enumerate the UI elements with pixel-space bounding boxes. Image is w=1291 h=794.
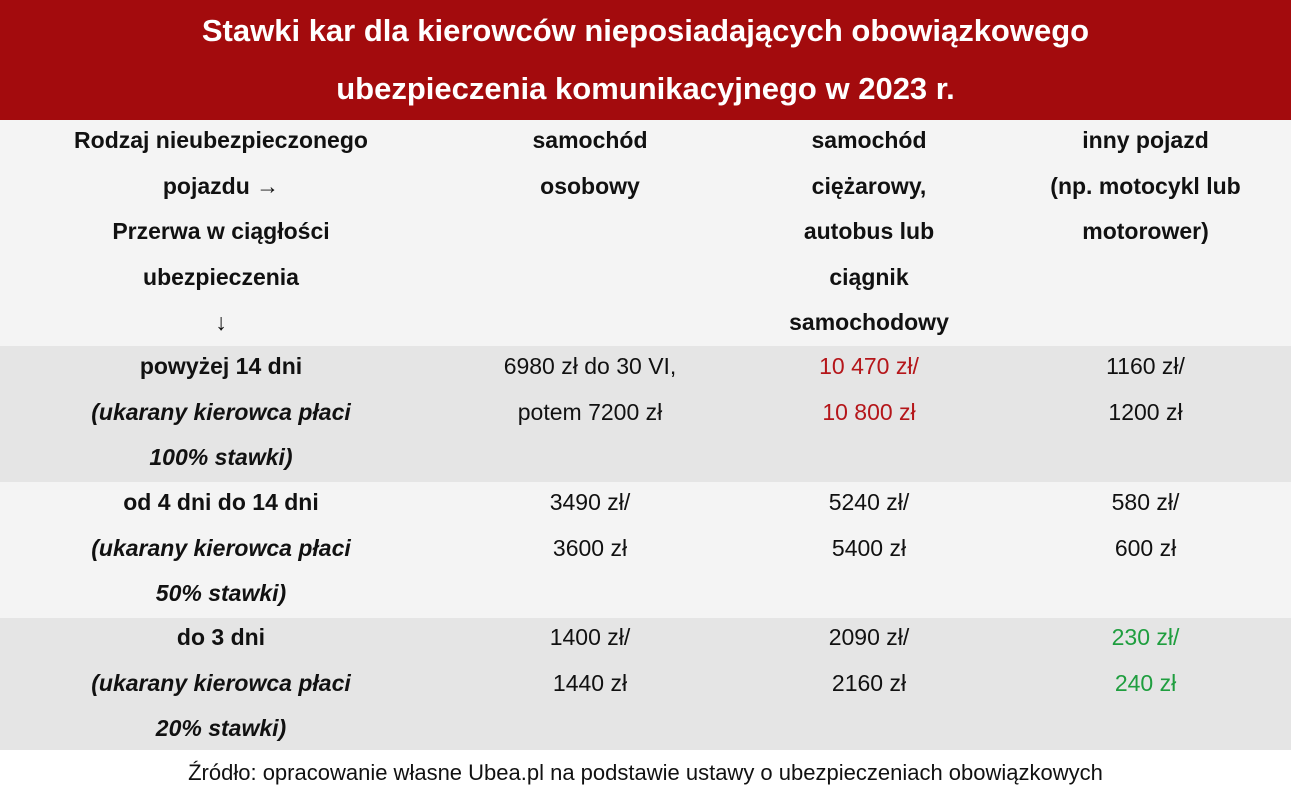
row-3-label: do 3 dni xyxy=(176,624,266,650)
row-3-other-line-2: 240 zł xyxy=(1114,669,1177,696)
source-footnote: Źródło: opracowanie własne Ubea.pl na podstawie ustawy o ubezpieczeniach obowiązkowych xyxy=(188,760,1103,785)
row-2-other-line-2: 600 zł xyxy=(1114,534,1177,561)
header-other-vehicle xyxy=(1000,118,1291,255)
row-3-note-line-2: 20% stawki) xyxy=(155,715,287,741)
row-1-car-line-1: 6980 zł do 30 VI, xyxy=(503,353,677,379)
row-2-car-line-2: 3600 zł xyxy=(552,534,628,561)
header-col2-line-2: ciężarowy, xyxy=(811,172,927,199)
row-2-gap-label xyxy=(0,480,442,617)
header-col1-line-2: osobowy xyxy=(540,172,640,199)
row-2-truck-line-1: 5240 zł/ xyxy=(828,489,910,515)
row-1-other-line-1: 1160 zł/ xyxy=(1106,353,1185,379)
row-1-truck-line-2: 10 800 zł xyxy=(822,398,916,425)
title-line-2: ubezpieczenia komunikacyjnego w 2023 r. xyxy=(336,71,955,106)
header-col2-line-5: samochodowy xyxy=(789,309,949,335)
row-3-other-line-1: 230 zł/ xyxy=(1111,624,1180,650)
row-2-truck-line-2: 5400 zł xyxy=(831,534,907,561)
row-3-car-line-2: 1440 zł xyxy=(552,669,628,696)
row-1-gap-label xyxy=(0,344,442,481)
row-3-truck-line-2: 2160 zł xyxy=(831,669,907,696)
row-1-other-value xyxy=(1000,344,1291,435)
row-2-other-line-1: 580 zł/ xyxy=(1111,489,1180,515)
row-1-truck-line-1: 10 470 zł/ xyxy=(819,353,919,379)
header-vehicle-type-and-gap xyxy=(0,118,442,346)
row-2-label: od 4 dni do 14 dni xyxy=(123,489,319,515)
row-1-car-value xyxy=(442,344,738,435)
row-1-other-line-2: 1200 zł xyxy=(1108,398,1183,425)
row-1-car-line-2: potem 7200 zł xyxy=(517,398,663,425)
title-banner xyxy=(0,0,1291,120)
row-1-label: powyżej 14 dni xyxy=(139,353,303,379)
row-3-car-line-1: 1400 zł/ xyxy=(549,624,631,650)
header-col0-down-arrow: ↓ xyxy=(215,309,227,335)
header-col0-line-4: ubezpieczenia xyxy=(143,263,299,290)
row-3-gap-label xyxy=(0,615,442,752)
header-col0-line-3: Przerwa w ciągłości xyxy=(112,218,330,244)
header-passenger-car xyxy=(442,118,738,209)
header-col0-line-1: Rodzaj nieubezpieczonego xyxy=(74,127,368,153)
row-1-note-line-2: 100% stawki) xyxy=(149,444,293,470)
row-3-truck-line-1: 2090 zł/ xyxy=(828,624,910,650)
row-2-car-line-1: 3490 zł/ xyxy=(549,489,631,515)
row-1-truck-value xyxy=(738,344,1000,435)
header-col1-line-1: samochód xyxy=(532,127,648,153)
row-2-note-line-1: (ukarany kierowca płaci xyxy=(91,534,351,561)
row-2-note-line-2: 50% stawki) xyxy=(155,580,287,606)
row-1-note-line-1: (ukarany kierowca płaci xyxy=(91,398,351,425)
header-col3-line-1: inny pojazd xyxy=(1082,127,1209,153)
row-2-truck-value xyxy=(738,480,1000,571)
header-col2-line-1: samochód xyxy=(811,127,927,153)
header-col3-line-2: (np. motocykl lub xyxy=(1050,172,1241,199)
row-3-other-value xyxy=(1000,615,1291,706)
header-col2-line-3: autobus lub xyxy=(803,218,935,244)
row-2-other-value xyxy=(1000,480,1291,571)
row-2-car-value xyxy=(442,480,738,571)
row-3-note-line-1: (ukarany kierowca płaci xyxy=(91,669,351,696)
row-3-car-value xyxy=(442,615,738,706)
row-3-truck-value xyxy=(738,615,1000,706)
header-truck-bus-tractor xyxy=(738,118,1000,346)
header-col2-line-4: ciągnik xyxy=(829,263,909,290)
header-col3-line-3: motorower) xyxy=(1082,218,1209,244)
header-col0-line-2: pojazdu → xyxy=(162,172,280,199)
title-line-1: Stawki kar dla kierowców nieposiadających obowiązkowego xyxy=(201,13,1090,48)
